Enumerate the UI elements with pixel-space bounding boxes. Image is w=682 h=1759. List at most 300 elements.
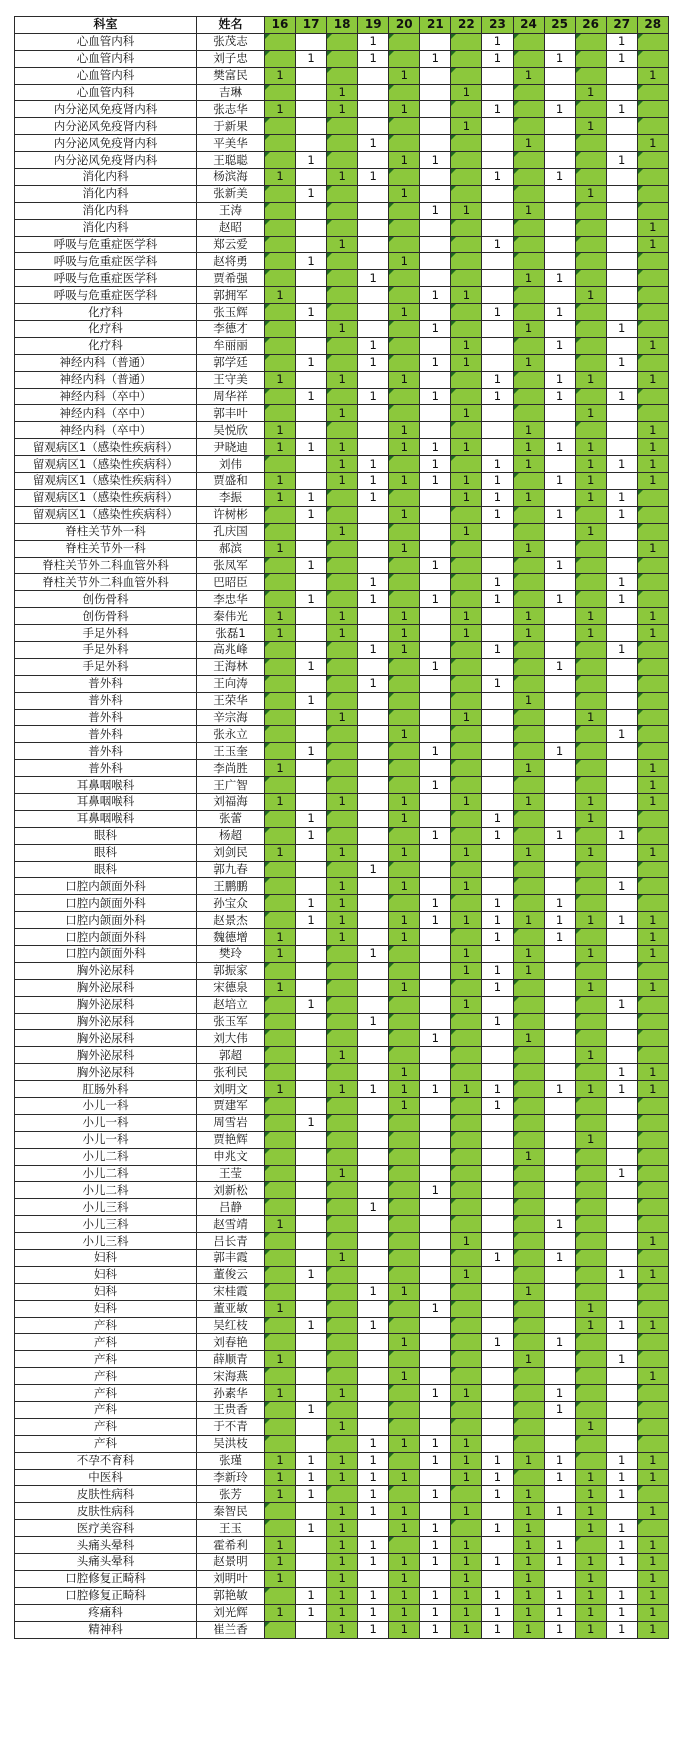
duty-cell (389, 777, 420, 794)
duty-cell (327, 270, 358, 287)
duty-cell (451, 270, 482, 287)
duty-cell: 1 (296, 1486, 327, 1503)
duty-cell: 1 (575, 608, 606, 625)
duty-cell (575, 202, 606, 219)
duty-cell: 1 (513, 608, 544, 625)
duty-cell (358, 1351, 389, 1368)
duty-cell: 1 (451, 709, 482, 726)
duty-cell (420, 574, 451, 591)
duty-cell: 1 (420, 473, 451, 490)
table-row (15, 50, 669, 67)
duty-cell (296, 1233, 327, 1250)
duty-cell: 1 (389, 1469, 420, 1486)
duty-cell: 1 (420, 1452, 451, 1469)
dept-cell: 呼吸与危重症医学科 (15, 287, 197, 304)
duty-cell (327, 777, 358, 794)
duty-cell (544, 287, 575, 304)
duty-cell (420, 810, 451, 827)
duty-cell (420, 1351, 451, 1368)
duty-cell (482, 743, 513, 760)
duty-cell: 1 (513, 489, 544, 506)
duty-cell (327, 304, 358, 321)
duty-cell (637, 1385, 668, 1402)
duty-cell (482, 354, 513, 371)
duty-cell: 1 (637, 1233, 668, 1250)
duty-cell (544, 540, 575, 557)
duty-cell: 1 (513, 354, 544, 371)
duty-cell: 1 (637, 439, 668, 456)
table-row (15, 996, 669, 1013)
name-cell: 樊玲 (197, 945, 265, 962)
duty-cell (420, 1098, 451, 1115)
duty-cell (451, 1131, 482, 1148)
duty-cell (420, 101, 451, 118)
table-row (15, 878, 669, 895)
duty-cell (327, 658, 358, 675)
name-cell: 吉琳 (197, 84, 265, 101)
duty-cell (389, 1300, 420, 1317)
duty-cell (358, 1368, 389, 1385)
duty-cell (575, 675, 606, 692)
duty-cell (296, 236, 327, 253)
duty-cell: 1 (327, 101, 358, 118)
duty-cell: 1 (482, 473, 513, 490)
name-cell: 郑云爱 (197, 236, 265, 253)
dept-cell: 手足外科 (15, 625, 197, 642)
dept-cell: 普外科 (15, 675, 197, 692)
duty-cell (544, 945, 575, 962)
duty-cell (637, 1131, 668, 1148)
duty-cell (420, 1283, 451, 1300)
duty-cell: 1 (389, 1435, 420, 1452)
duty-cell: 1 (296, 1266, 327, 1283)
duty-cell (358, 1064, 389, 1081)
table-row (15, 456, 669, 473)
duty-cell (606, 219, 637, 236)
duty-cell (265, 1131, 296, 1148)
duty-cell: 1 (513, 1351, 544, 1368)
duty-cell (544, 641, 575, 658)
duty-cell: 1 (451, 1621, 482, 1638)
duty-cell (420, 675, 451, 692)
table-row (15, 962, 669, 979)
duty-cell: 1 (327, 169, 358, 186)
duty-cell (296, 84, 327, 101)
duty-cell (575, 878, 606, 895)
dept-cell: 神经内科（卒中） (15, 422, 197, 439)
name-cell: 张磊1 (197, 625, 265, 642)
duty-cell: 1 (575, 1520, 606, 1537)
name-cell: 贾希强 (197, 270, 265, 287)
duty-cell: 1 (451, 1435, 482, 1452)
header-row (15, 17, 669, 34)
duty-cell (296, 1385, 327, 1402)
duty-cell (451, 219, 482, 236)
duty-cell (637, 591, 668, 608)
table-row (15, 439, 669, 456)
duty-cell (544, 1351, 575, 1368)
duty-cell: 1 (265, 1570, 296, 1587)
duty-cell: 1 (265, 625, 296, 642)
duty-cell (544, 67, 575, 84)
duty-cell: 1 (451, 793, 482, 810)
duty-cell: 1 (265, 1537, 296, 1554)
duty-cell (637, 287, 668, 304)
duty-cell (389, 270, 420, 287)
duty-cell (482, 152, 513, 169)
duty-cell: 1 (637, 67, 668, 84)
duty-cell (575, 219, 606, 236)
duty-cell (451, 1334, 482, 1351)
duty-cell (482, 1182, 513, 1199)
name-cell: 王聪聪 (197, 152, 265, 169)
duty-cell (265, 1199, 296, 1216)
name-cell: 秦智民 (197, 1503, 265, 1520)
duty-cell (544, 574, 575, 591)
duty-cell: 1 (637, 1081, 668, 1098)
duty-cell: 1 (420, 152, 451, 169)
duty-cell: 1 (482, 591, 513, 608)
duty-cell: 1 (358, 135, 389, 152)
duty-cell: 1 (358, 1621, 389, 1638)
duty-cell (327, 1266, 358, 1283)
duty-cell: 1 (358, 1604, 389, 1621)
duty-cell (358, 743, 389, 760)
dept-cell: 消化内科 (15, 219, 197, 236)
table-row (15, 1402, 669, 1419)
duty-cell: 1 (544, 1402, 575, 1419)
duty-cell (606, 422, 637, 439)
name-cell: 崔兰香 (197, 1621, 265, 1638)
duty-cell (265, 1098, 296, 1115)
duty-cell (451, 540, 482, 557)
dept-cell: 神经内科（普通） (15, 371, 197, 388)
duty-cell (265, 827, 296, 844)
dept-cell: 口腔内颌面外科 (15, 895, 197, 912)
duty-cell (482, 1300, 513, 1317)
duty-cell (637, 1013, 668, 1030)
duty-cell (544, 253, 575, 270)
name-cell: 宋德泉 (197, 979, 265, 996)
duty-cell (420, 1570, 451, 1587)
duty-cell (637, 489, 668, 506)
duty-cell: 1 (637, 1266, 668, 1283)
duty-cell (606, 709, 637, 726)
duty-cell: 1 (544, 1250, 575, 1267)
duty-cell (358, 1148, 389, 1165)
duty-cell (420, 1148, 451, 1165)
duty-cell (482, 1537, 513, 1554)
duty-cell (296, 1621, 327, 1638)
duty-cell: 1 (575, 84, 606, 101)
duty-cell (637, 152, 668, 169)
duty-cell (389, 1165, 420, 1182)
table-row (15, 1317, 669, 1334)
dept-cell: 留观病区1（感染性疾病科） (15, 456, 197, 473)
dept-cell: 头痛头晕科 (15, 1537, 197, 1554)
duty-cell: 1 (327, 1554, 358, 1571)
duty-cell (389, 861, 420, 878)
duty-cell: 1 (389, 1334, 420, 1351)
duty-cell: 1 (544, 912, 575, 929)
duty-cell (575, 101, 606, 118)
duty-cell (482, 321, 513, 338)
name-cell: 张新美 (197, 185, 265, 202)
duty-cell (513, 1385, 544, 1402)
duty-cell (606, 1385, 637, 1402)
duty-cell (296, 1300, 327, 1317)
duty-cell: 1 (482, 1587, 513, 1604)
duty-cell (544, 878, 575, 895)
duty-cell (482, 523, 513, 540)
duty-cell (265, 692, 296, 709)
duty-cell: 1 (606, 1520, 637, 1537)
duty-cell (637, 1114, 668, 1131)
duty-cell (451, 67, 482, 84)
duty-cell (513, 1250, 544, 1267)
duty-cell: 1 (327, 1165, 358, 1182)
duty-cell: 1 (296, 1402, 327, 1419)
duty-cell (296, 270, 327, 287)
duty-cell (513, 979, 544, 996)
duty-cell: 1 (544, 557, 575, 574)
duty-cell: 1 (389, 152, 420, 169)
table-row (15, 726, 669, 743)
name-cell: 郭艳敏 (197, 1587, 265, 1604)
duty-cell (265, 388, 296, 405)
duty-cell (606, 304, 637, 321)
duty-cell: 1 (389, 1064, 420, 1081)
duty-cell: 1 (513, 1148, 544, 1165)
dept-cell: 化疗科 (15, 321, 197, 338)
duty-cell: 1 (420, 287, 451, 304)
dept-cell: 耳鼻咽喉科 (15, 793, 197, 810)
dept-cell: 普外科 (15, 760, 197, 777)
duty-cell (544, 202, 575, 219)
name-cell: 张茂志 (197, 33, 265, 50)
duty-cell (513, 743, 544, 760)
name-cell: 王涛 (197, 202, 265, 219)
duty-cell: 1 (389, 1554, 420, 1571)
duty-cell (482, 996, 513, 1013)
name-cell: 高兆峰 (197, 641, 265, 658)
duty-cell (637, 743, 668, 760)
duty-cell (296, 67, 327, 84)
table-row (15, 1081, 669, 1098)
duty-cell: 1 (327, 878, 358, 895)
duty-cell (451, 152, 482, 169)
duty-cell (451, 726, 482, 743)
name-cell: 刘光辉 (197, 1604, 265, 1621)
table-row (15, 1520, 669, 1537)
duty-cell (575, 152, 606, 169)
dept-cell: 产科 (15, 1418, 197, 1435)
duty-cell (544, 1165, 575, 1182)
name-cell: 吴悦欣 (197, 422, 265, 439)
duty-cell: 1 (389, 1587, 420, 1604)
duty-cell (575, 996, 606, 1013)
duty-cell (358, 321, 389, 338)
duty-cell (606, 675, 637, 692)
duty-cell: 1 (451, 202, 482, 219)
duty-cell: 1 (575, 456, 606, 473)
duty-cell (358, 810, 389, 827)
dept-cell: 手足外科 (15, 658, 197, 675)
duty-cell (482, 1165, 513, 1182)
table-row (15, 1537, 669, 1554)
duty-cell: 1 (544, 1604, 575, 1621)
duty-cell (513, 1199, 544, 1216)
duty-cell (389, 1199, 420, 1216)
duty-cell (482, 67, 513, 84)
dept-cell: 脊柱关节外一科 (15, 540, 197, 557)
dept-cell: 消化内科 (15, 202, 197, 219)
duty-cell: 1 (575, 1621, 606, 1638)
dept-header: 科室 (15, 17, 197, 34)
duty-cell (482, 540, 513, 557)
duty-cell: 1 (544, 743, 575, 760)
duty-cell (296, 1081, 327, 1098)
duty-cell (451, 692, 482, 709)
duty-cell (420, 1233, 451, 1250)
duty-cell (575, 1266, 606, 1283)
duty-cell (451, 1047, 482, 1064)
duty-cell: 1 (637, 371, 668, 388)
duty-cell: 1 (358, 1317, 389, 1334)
table-row (15, 135, 669, 152)
duty-cell (296, 844, 327, 861)
duty-cell (358, 692, 389, 709)
table-row (15, 912, 669, 929)
duty-cell (482, 658, 513, 675)
duty-cell: 1 (420, 50, 451, 67)
duty-cell (265, 202, 296, 219)
duty-cell (513, 709, 544, 726)
duty-cell (544, 1199, 575, 1216)
duty-cell (327, 489, 358, 506)
name-cell: 杨滨海 (197, 169, 265, 186)
duty-cell (637, 1283, 668, 1300)
dept-cell: 小儿一科 (15, 1131, 197, 1148)
duty-cell (637, 1418, 668, 1435)
table-row (15, 793, 669, 810)
duty-cell (513, 287, 544, 304)
duty-cell: 1 (482, 33, 513, 50)
duty-cell: 1 (637, 337, 668, 354)
name-cell: 刘明叶 (197, 1570, 265, 1587)
dept-cell: 皮肤性病科 (15, 1503, 197, 1520)
duty-cell: 1 (358, 337, 389, 354)
duty-cell (513, 675, 544, 692)
duty-cell (327, 1317, 358, 1334)
duty-cell: 1 (389, 371, 420, 388)
table-body (15, 33, 669, 1638)
duty-cell: 1 (451, 962, 482, 979)
duty-cell: 1 (358, 1469, 389, 1486)
duty-cell (265, 557, 296, 574)
duty-cell: 1 (606, 33, 637, 50)
table-row (15, 929, 669, 946)
duty-cell (265, 1621, 296, 1638)
table-row (15, 287, 669, 304)
duty-cell (327, 135, 358, 152)
duty-cell (575, 827, 606, 844)
duty-cell (513, 169, 544, 186)
duty-cell: 1 (637, 1554, 668, 1571)
duty-cell (327, 1131, 358, 1148)
name-cell: 刘明文 (197, 1081, 265, 1098)
duty-cell (265, 675, 296, 692)
duty-cell (327, 50, 358, 67)
duty-cell: 1 (637, 1469, 668, 1486)
duty-cell (358, 760, 389, 777)
duty-cell (296, 1216, 327, 1233)
duty-cell: 1 (265, 67, 296, 84)
duty-cell (513, 1435, 544, 1452)
duty-cell (482, 439, 513, 456)
name-cell: 张永立 (197, 726, 265, 743)
duty-cell (606, 962, 637, 979)
duty-cell (265, 118, 296, 135)
duty-cell (389, 996, 420, 1013)
duty-cell (389, 1418, 420, 1435)
duty-cell: 1 (575, 523, 606, 540)
duty-cell (265, 304, 296, 321)
name-cell: 霍希利 (197, 1537, 265, 1554)
name-cell: 李尚胜 (197, 760, 265, 777)
duty-cell (296, 1418, 327, 1435)
duty-cell: 1 (544, 473, 575, 490)
duty-cell: 1 (296, 557, 327, 574)
duty-cell (513, 1233, 544, 1250)
name-cell: 吴红枝 (197, 1317, 265, 1334)
name-cell: 刘剑民 (197, 844, 265, 861)
duty-cell (575, 1098, 606, 1115)
duty-cell (389, 675, 420, 692)
dept-cell: 口腔内颌面外科 (15, 929, 197, 946)
duty-cell (327, 1148, 358, 1165)
duty-cell (575, 33, 606, 50)
duty-cell: 1 (327, 1503, 358, 1520)
duty-cell (451, 810, 482, 827)
dept-cell: 化疗科 (15, 304, 197, 321)
dept-cell: 留观病区1（感染性疾病科） (15, 506, 197, 523)
duty-cell (513, 658, 544, 675)
table-row (15, 219, 669, 236)
duty-cell (358, 1131, 389, 1148)
duty-cell (420, 760, 451, 777)
duty-cell (637, 1300, 668, 1317)
duty-cell (327, 827, 358, 844)
duty-cell (482, 692, 513, 709)
duty-cell (389, 743, 420, 760)
name-cell: 吴洪枝 (197, 1435, 265, 1452)
duty-cell (420, 1266, 451, 1283)
duty-cell (606, 945, 637, 962)
duty-cell (637, 270, 668, 287)
duty-cell (358, 287, 389, 304)
duty-cell (389, 1114, 420, 1131)
table-row (15, 625, 669, 642)
duty-cell: 1 (389, 929, 420, 946)
duty-cell (513, 84, 544, 101)
duty-cell (296, 929, 327, 946)
duty-cell: 1 (606, 50, 637, 67)
dept-cell: 妇科 (15, 1300, 197, 1317)
duty-cell (451, 1165, 482, 1182)
duty-cell: 1 (606, 1604, 637, 1621)
duty-cell: 1 (544, 169, 575, 186)
